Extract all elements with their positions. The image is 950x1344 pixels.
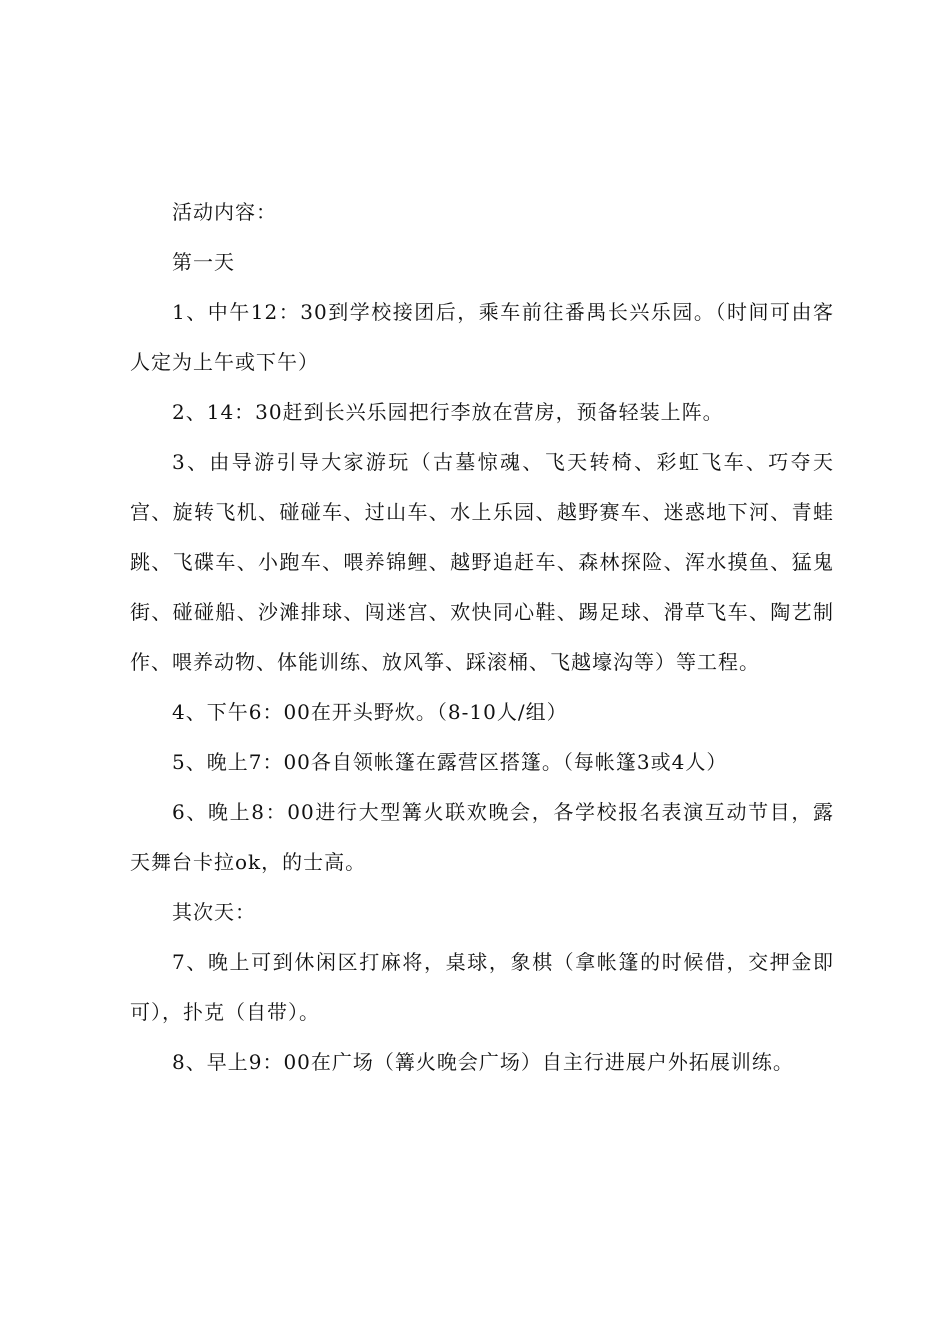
itinerary-item-5: 5、晚上7：00各自领帐篷在露营区搭篷。（每帐篷3或4人）: [172, 750, 728, 774]
day-two-heading: 其次天：: [172, 900, 256, 924]
itinerary-item-7: 7、晚上可到休闲区打麻将，桌球，象棋（拿帐篷的时候借，交押金即可），扑克（自带）。: [130, 950, 834, 1024]
itinerary-item-6: 6、晚上8：00进行大型篝火联欢晚会，各学校报名表演互动节目，露天舞台卡拉ok，的士高。: [130, 800, 834, 874]
day-one-heading: 第一天: [172, 250, 235, 274]
document-body: [130, 187, 834, 1087]
section-heading-activity-content: 活动内容：: [172, 200, 277, 224]
itinerary-item-4: 4、下午6：00在开头野炊。（8-10人/组）: [172, 700, 568, 724]
itinerary-item-1: 1、中午12：30到学校接团后，乘车前往番禺长兴乐园。（时间可由客人定为上午或下午）: [130, 300, 834, 374]
itinerary-item-2: 2、14：30赶到长兴乐园把行李放在营房，预备轻装上阵。: [172, 400, 724, 424]
itinerary-item-8: 8、早上9：00在广场（篝火晚会广场）自主行进展户外拓展训练。: [172, 1050, 794, 1074]
itinerary-item-3: 3、由导游引导大家游玩（古墓惊魂、飞天转椅、彩虹飞车、巧夺天宫、旋转飞机、碰碰车、过山车、水上乐园、越野赛车、迷惑地下河、青蛙跳、飞碟车、小跑车、喂养锦鲤、越野追赶车、森林探险、浑水摸鱼、猛鬼街、碰碰船、沙滩排球、闯迷宫、欢快同心鞋、踢足球、滑草飞车、陶艺制作、喂养动物、体能训练、放风筝、踩滚桶、飞越壕沟等）等工程。: [130, 450, 834, 674]
